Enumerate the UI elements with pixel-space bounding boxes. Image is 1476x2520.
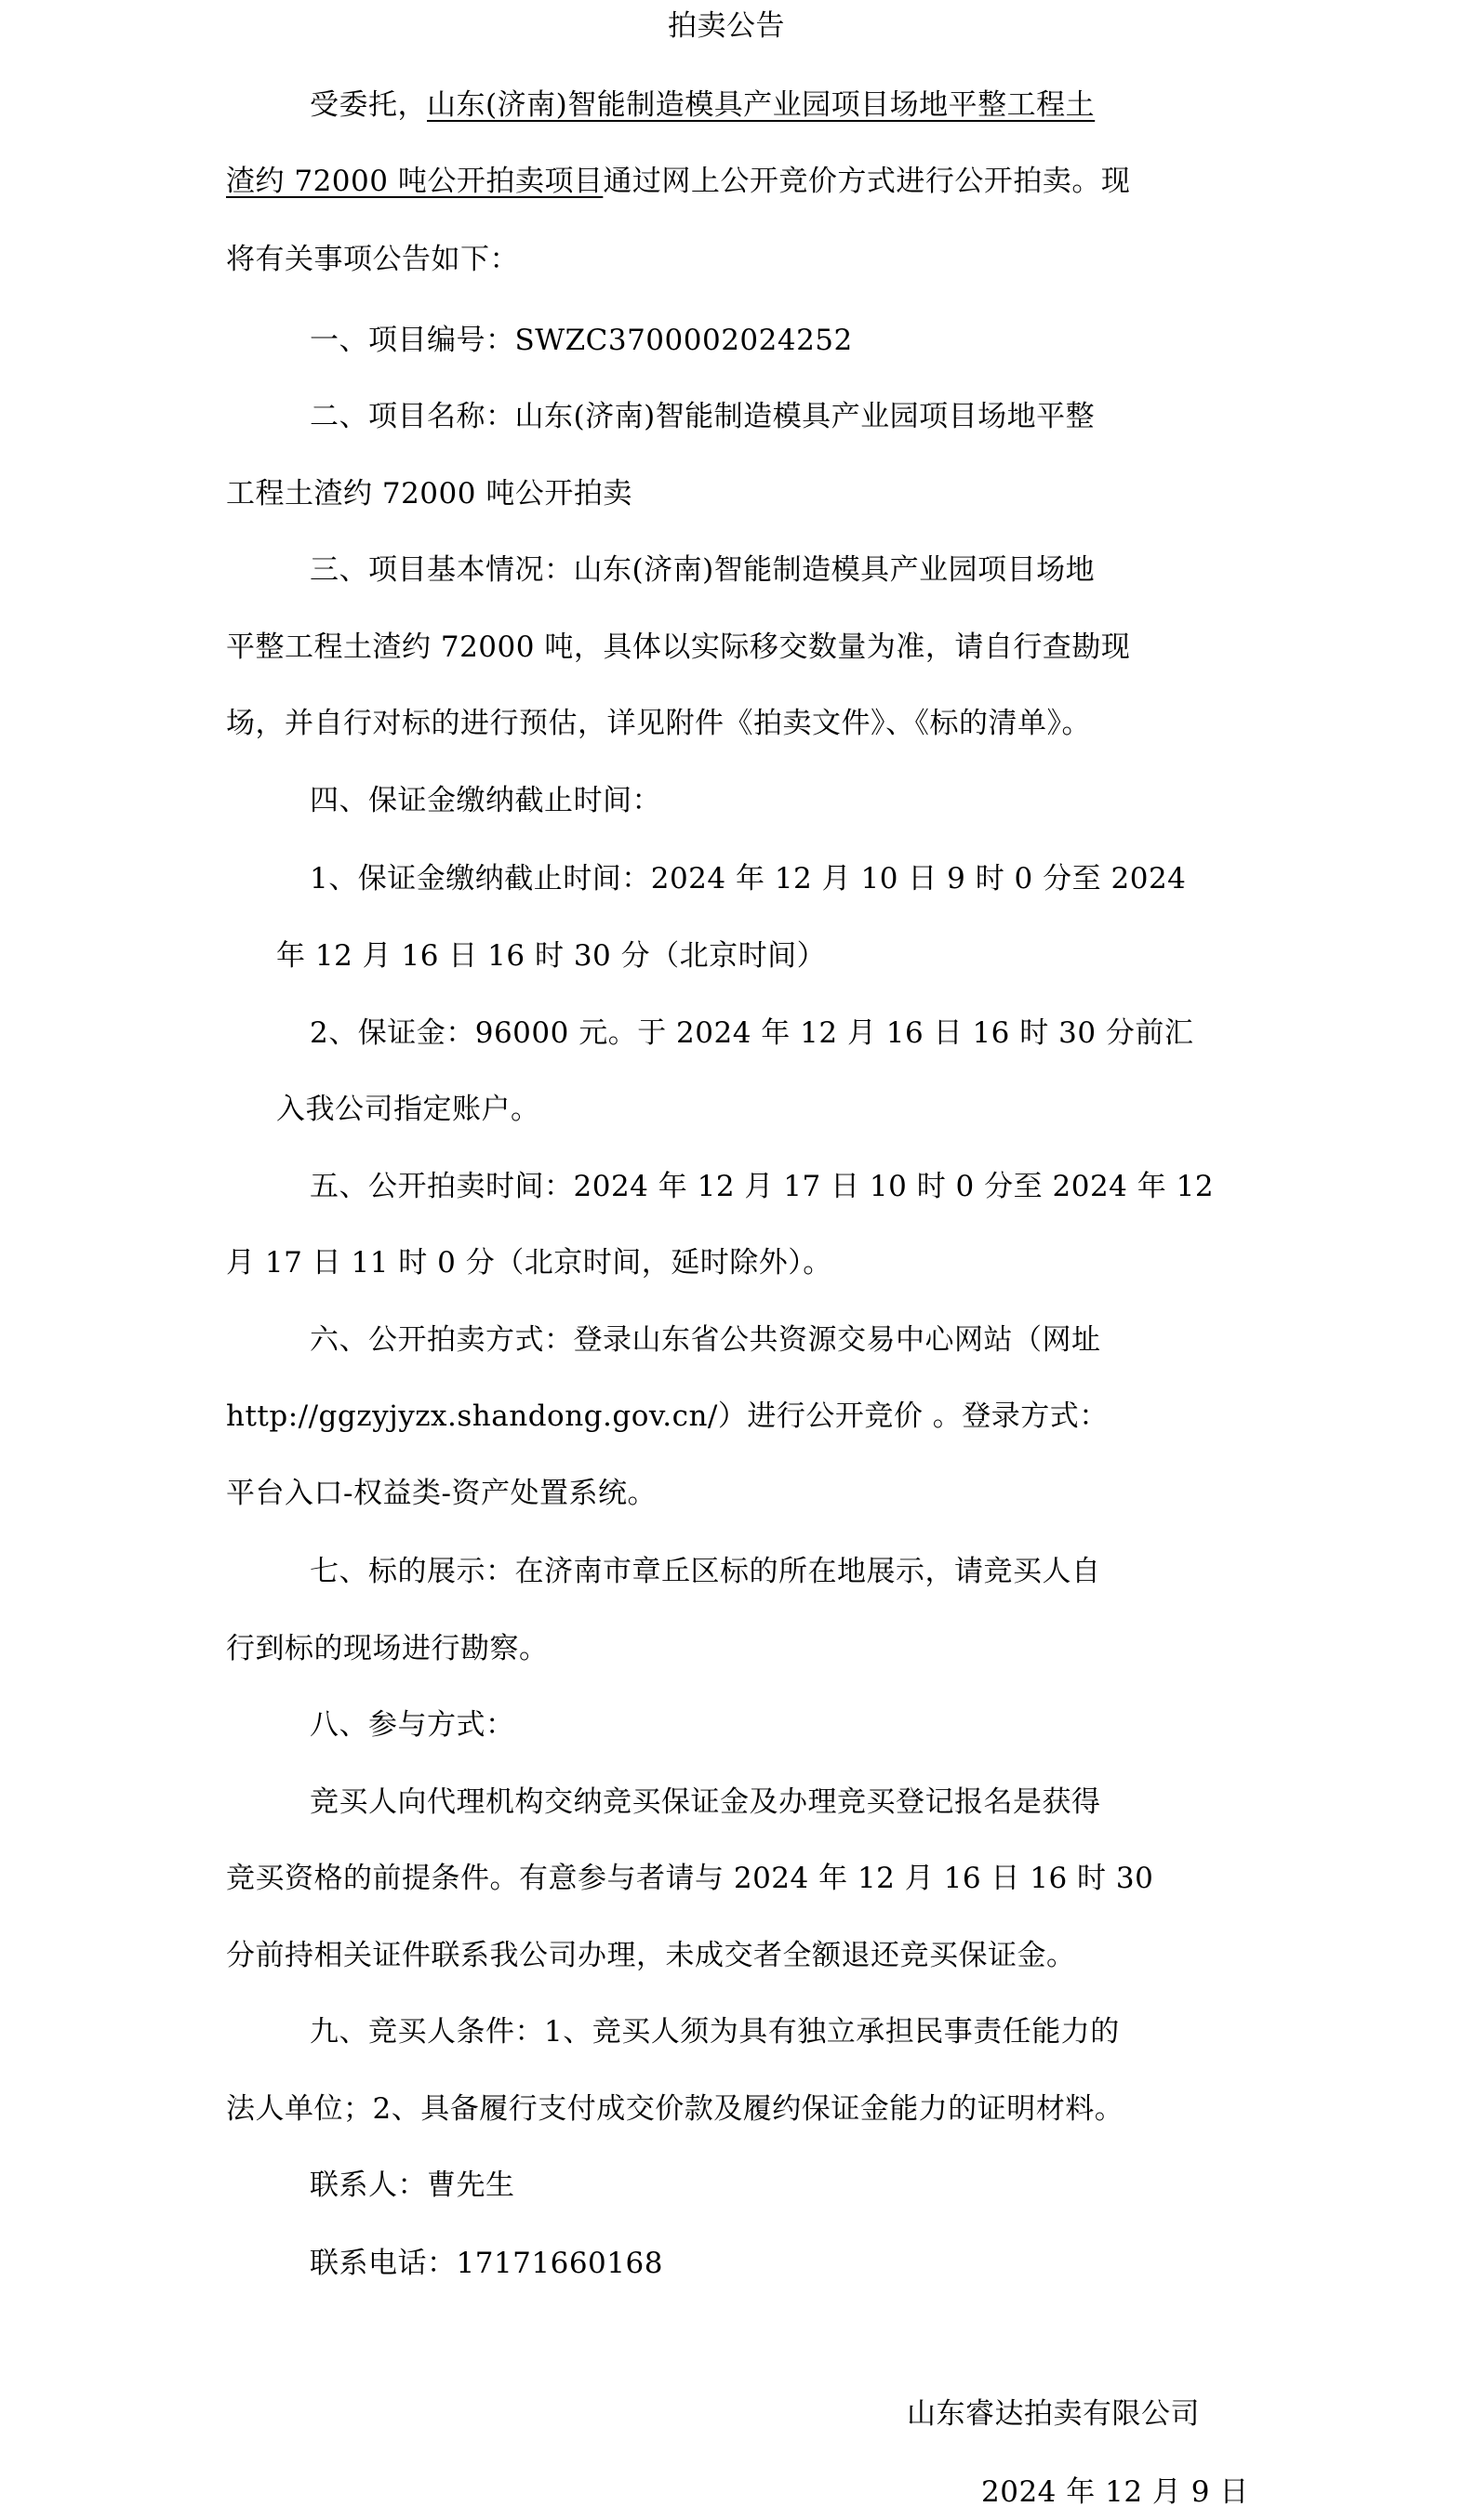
section-participation-2: 竞买资格的前提条件。有意参与者请与 2024 年 12 月 16 日 16 时 30 bbox=[226, 1862, 1154, 1895]
page-title: 拍卖公告 bbox=[668, 9, 785, 43]
section-participation-1: 竞买人向代理机构交纳竞买保证金及办理竞买登记报名是获得 bbox=[310, 1785, 1101, 1819]
section-auction-time-1: 五、公开拍卖时间：2024 年 12 月 17 日 10 时 0 分至 2024 年 12 bbox=[310, 1170, 1215, 1203]
intro-line-3: 将有关事项公告如下： bbox=[226, 243, 519, 276]
section-auction-method-2: http://ggzyjyzx.shandong.gov.cn/）进行公开竞价 。登录方式： bbox=[226, 1399, 1109, 1433]
company-signature: 山东睿达拍卖有限公司 bbox=[907, 2397, 1200, 2431]
section-bidder-conditions-2: 法人单位；2、具备履行支付成交价款及履约保证金能力的证明材料。 bbox=[226, 2092, 1124, 2126]
section-participation-heading: 八、参与方式： bbox=[310, 1708, 515, 1742]
section-project-name-2: 工程土渣约 72000 吨公开拍卖 bbox=[226, 477, 632, 511]
section-deposit-deadline-2: 年 12 月 16 日 16 时 30 分（北京时间） bbox=[276, 939, 827, 973]
section-display-2: 行到标的现场进行勘察。 bbox=[226, 1632, 549, 1665]
intro-line-2 bbox=[226, 163, 1130, 200]
section-basic-info-3: 场，并自行对标的进行预估，详见附件《拍卖文件》、《标的清单》。 bbox=[226, 707, 1091, 740]
intro-prefix: 受委托， bbox=[310, 88, 427, 122]
section-auction-method-1: 六、公开拍卖方式：登录山东省公共资源交易中心网站（网址 bbox=[310, 1323, 1101, 1357]
section-auction-time-2: 月 17 日 11 时 0 分（北京时间，延时除外）。 bbox=[226, 1246, 832, 1280]
section-project-number: 一、项目编号：SWZC3700002024252 bbox=[310, 324, 853, 357]
project-name-underlined-cont: 渣约 72000 吨公开拍卖项目 bbox=[226, 165, 604, 198]
section-deposit-deadline-1: 1、保证金缴纳截止时间：2024 年 12 月 10 日 9 时 0 分至 2024 bbox=[310, 862, 1187, 895]
section-basic-info-2: 平整工程土渣约 72000 吨，具体以实际移交数量为准，请自行查勘现 bbox=[226, 630, 1131, 664]
section-basic-info-1: 三、项目基本情况：山东(济南)智能制造模具产业园项目场地 bbox=[310, 553, 1096, 587]
signature-date: 2024 年 12 月 9 日 bbox=[981, 2475, 1249, 2509]
contact-phone: 联系电话：17171660168 bbox=[310, 2247, 663, 2280]
section-bidder-conditions-1: 九、竞买人条件：1、竞买人须为具有独立承担民事责任能力的 bbox=[310, 2015, 1120, 2049]
intro-line-1 bbox=[310, 86, 1095, 124]
section-deposit-amount-1: 2、保证金：96000 元。于 2024 年 12 月 16 日 16 时 30 分前汇 bbox=[310, 1016, 1194, 1050]
project-name-underlined: 山东(济南)智能制造模具产业园项目场地平整工程土 bbox=[427, 88, 1096, 122]
section-project-name-1: 二、项目名称：山东(济南)智能制造模具产业园项目场地平整 bbox=[310, 400, 1096, 433]
section-deposit-heading: 四、保证金缴纳截止时间： bbox=[310, 784, 661, 817]
section-auction-method-3: 平台入口-权益类-资产处置系统。 bbox=[226, 1477, 657, 1510]
section-deposit-amount-2: 入我公司指定账户。 bbox=[276, 1093, 540, 1126]
intro-suffix: 通过网上公开竞价方式进行公开拍卖。现 bbox=[603, 165, 1131, 198]
section-display-1: 七、标的展示：在济南市章丘区标的所在地展示，请竞买人自 bbox=[310, 1555, 1101, 1588]
section-participation-3: 分前持相关证件联系我公司办理，未成交者全额退还竞买保证金。 bbox=[226, 1939, 1076, 1972]
contact-person: 联系人：曹先生 bbox=[310, 2169, 515, 2202]
